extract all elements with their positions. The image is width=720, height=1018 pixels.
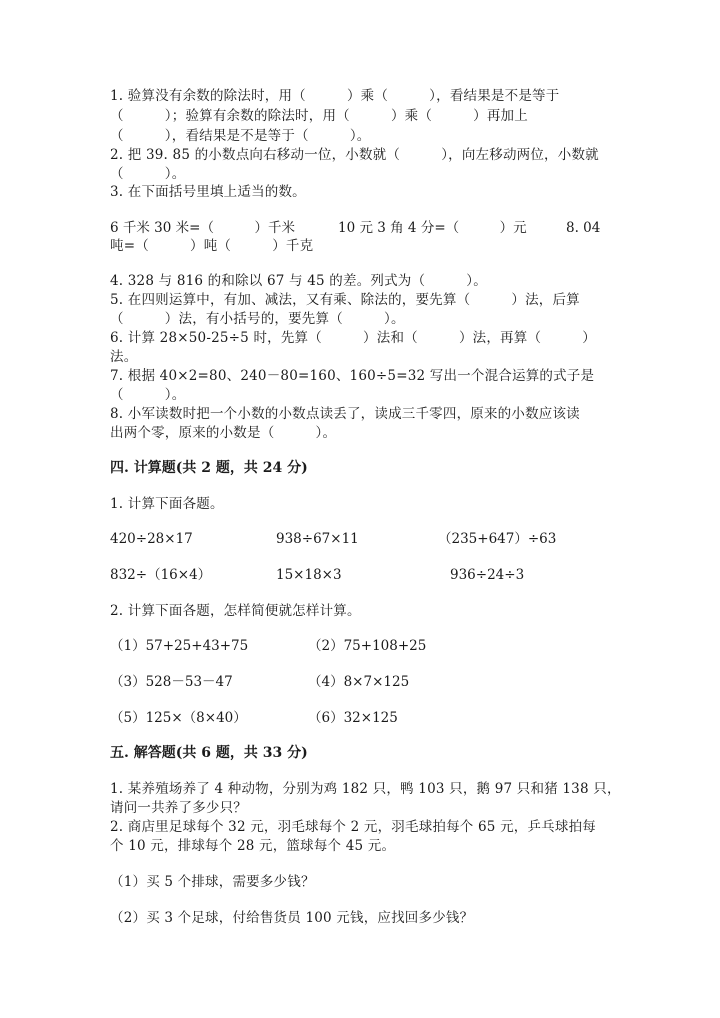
q3-3-item2: 10 元 3 角 4 分=（ ）元 (338, 220, 527, 236)
s4-q2-item3: （3）528－53－47 (110, 674, 233, 690)
q3-8-line2: 出两个零，原来的小数是（ ）。 (110, 425, 337, 441)
q3-1-line3: （ ），看结果是不是等于（ ）。 (110, 128, 371, 144)
s5-q2-sub2: （2）买 3 个足球，付给售货员 100 元钱，应找回多少钱？ (110, 910, 474, 926)
q3-5-line1: 5. 在四则运算中，有加、减法，又有乘、除法的，要先算（ ）法，后算 (110, 292, 580, 308)
s4-q2-item2: （2）75+108+25 (308, 638, 427, 654)
s5-q2-sub1: （1）买 5 个排球，需要多少钱？ (110, 874, 315, 890)
s4-q2-item4: （4）8×7×125 (308, 674, 410, 690)
q3-3-item3: 8. 04 (566, 220, 601, 236)
s5-q2-line2: 个 10 元，排球每个 28 元，篮球每个 45 元。 (110, 838, 396, 854)
s5-q1-line1: 1. 某养殖场养了 4 种动物，分别为鸡 182 只，鸭 103 只，鹅 97 只和猪 138 只， (110, 781, 621, 797)
section5-title: 五. 解答题(共 6 题，共 33 分) (110, 745, 308, 761)
q3-1-line2: （ ）；验算有余数的除法时，用（ ）乘（ ）再加上 (110, 108, 528, 124)
q3-3-item1: 6 千米 30 米=（ ）千米 (110, 220, 295, 236)
s4-q1-r1c3: （235+647）÷63 (438, 531, 557, 547)
s4-q1-r2c2: 15×18×3 (276, 567, 342, 583)
q3-7-line1: 7. 根据 40×2=80、240－80=160、160÷5=32 写出一个混合运算的式子是 (110, 368, 595, 384)
q3-3-stem: 3. 在下面括号里填上适当的数。 (110, 184, 306, 200)
s4-q1-r1c2: 938÷67×11 (276, 531, 359, 547)
s4-q1-r1c1: 420÷28×17 (110, 531, 193, 547)
s4-q1-r2c3: 936÷24÷3 (450, 567, 525, 583)
section4-title: 四. 计算题(共 2 题，共 24 分) (110, 460, 308, 476)
s4-q2-stem: 2. 计算下面各题，怎样简便就怎样计算。 (110, 603, 361, 619)
q3-6-line1: 6. 计算 28×50-25÷5 时，先算（ ）法和（ ）法，再算（ ） (110, 330, 596, 346)
q3-2-line2: （ ）。 (110, 166, 186, 182)
q3-4: 4. 328 与 816 的和除以 67 与 45 的差。列式为（ ）。 (110, 273, 487, 289)
s4-q2-item1: （1）57+25+43+75 (110, 638, 249, 654)
s4-q1-r2c1: 832÷（16×4） (110, 567, 212, 583)
s5-q2-line1: 2. 商店里足球每个 32 元，羽毛球每个 2 元，羽毛球拍每个 65 元，乒乓球拍每 (110, 819, 596, 835)
q3-2-line1: 2. 把 39. 85 的小数点向右移动一位，小数就（ ），向左移动两位，小数就 (110, 147, 599, 163)
q3-7-line2: （ ）。 (110, 387, 186, 403)
q3-6-line2: 法。 (110, 349, 138, 365)
s4-q2-item6: （6）32×125 (308, 710, 398, 726)
q3-8-line1: 8. 小军读数时把一个小数的小数点读丢了，读成三千零四，原来的小数应该读 (110, 406, 580, 422)
s4-q1-stem: 1. 计算下面各题。 (110, 496, 224, 512)
s5-q1-line2: 请问一共养了多少只？ (110, 800, 247, 816)
q3-1-line1: 1. 验算没有余数的除法时，用（ ）乘（ ），看结果是不是等于 (110, 88, 560, 104)
s4-q2-item5: （5）125×（8×40） (110, 710, 247, 726)
q3-5-line2: （ ）法，有小括号的，要先算（ ）。 (110, 311, 405, 327)
q3-3-item3-cont: 吨=（ ）吨（ ）千克 (110, 238, 314, 254)
